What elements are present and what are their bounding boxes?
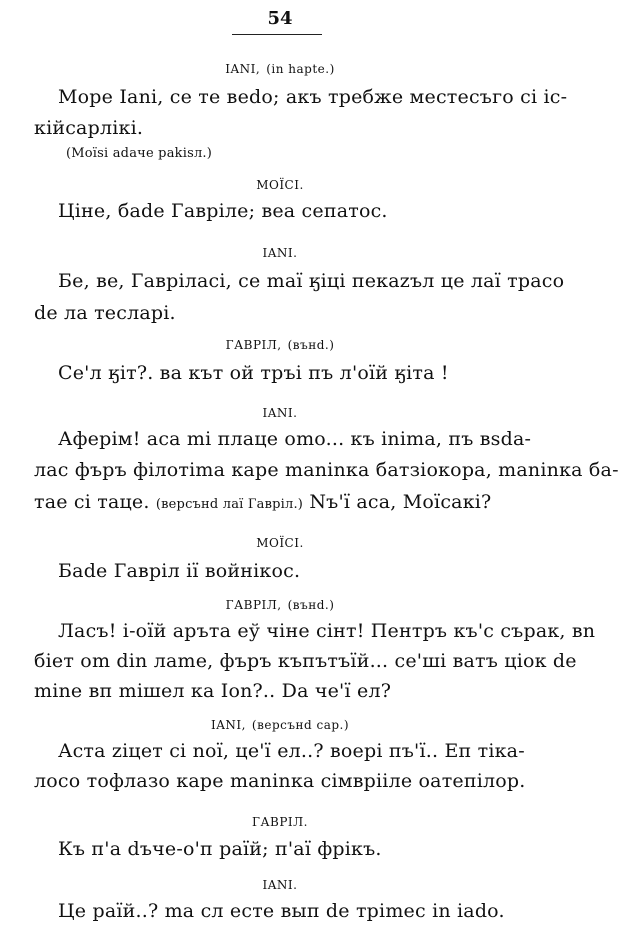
dialogue-line: Се'л ӄіт?. ва кът ой тръі пъ л'оїй ӄіта ! bbox=[58, 362, 449, 384]
dialogue-line: Ласъ! і-оїй аръта еў чіне сінт! Пентръ къ'c сърак, вn bbox=[58, 620, 596, 642]
speaker-name: IANI. bbox=[262, 878, 298, 892]
dialogue-text: тае сі таце. bbox=[34, 491, 150, 513]
speaker-name: IANI. bbox=[262, 406, 298, 420]
speaker-heading bbox=[0, 62, 560, 76]
speaker-heading bbox=[0, 338, 560, 352]
speaker-heading bbox=[0, 718, 560, 732]
speaker-name: IANI. bbox=[262, 246, 298, 260]
dialogue-line: біет om din лаme, фъръ къпътъїй... се'ші ватъ ціок de bbox=[34, 650, 577, 672]
dialogue-line: Аферім! аса mі плаце omo... къ inima, пъ вsdа- bbox=[58, 428, 532, 450]
dialogue-text: Nъ'ї аса, Моїсакі? bbox=[309, 491, 492, 513]
speaker-heading bbox=[0, 598, 560, 612]
dialogue-line: лас фъръ філотіma каре maninка батзіокора, maninка ба- bbox=[34, 459, 619, 481]
dialogue-line: кійсарлікі. bbox=[34, 117, 144, 139]
speaker-heading bbox=[0, 536, 560, 550]
speaker-name: ГАВРІЛ, bbox=[225, 598, 282, 612]
speaker-name: ГАВРІЛ, bbox=[225, 338, 282, 352]
dialogue-line: Це раїй..? ma сл есте вып de тріmec іn iado. bbox=[58, 900, 505, 922]
dialogue-line: Къ п'а dъче-о'п раїй; п'аї фрікъ. bbox=[58, 838, 382, 860]
dialogue-line: Баdе Гавріл ії войнікос. bbox=[58, 560, 301, 582]
speaker-heading bbox=[0, 878, 560, 892]
stage-direction: (версънd лаї Гавріл.) bbox=[155, 497, 304, 512]
dialogue-line: Бе, ве, Гаврілаcі, се maї ӄіці пекаzъл це лаї трасо bbox=[58, 270, 565, 292]
dialogue-line: de ла теслapі. bbox=[34, 302, 176, 324]
speaker-name: IANI, bbox=[210, 718, 246, 732]
dialogue-line: Ціне, баdе Гавріле; веа сепатос. bbox=[58, 200, 388, 222]
dialogue-line: лосо тофлазо каре maninка сімврііле оатепілор. bbox=[34, 770, 526, 792]
speaker-heading bbox=[0, 815, 560, 829]
page-number: 54 bbox=[267, 8, 293, 29]
stage-direction: (in hapte.) bbox=[266, 62, 335, 76]
stage-direction: (версънd сар.) bbox=[251, 718, 350, 732]
speaker-heading bbox=[0, 246, 560, 260]
speaker-name: IANI, bbox=[225, 62, 261, 76]
header-rule bbox=[232, 34, 322, 35]
speaker-name: ГАВРІЛ. bbox=[252, 815, 308, 829]
speaker-heading bbox=[0, 178, 560, 192]
dialogue-line: mine вп mішел ка Ion?.. Da че'ї ел? bbox=[34, 680, 392, 702]
stage-direction: (вънd.) bbox=[287, 598, 335, 612]
speaker-name: МОЇСІ. bbox=[256, 178, 304, 192]
speaker-heading bbox=[0, 406, 560, 420]
speaker-name: МОЇСІ. bbox=[256, 536, 304, 550]
dialogue-line: Аста zіцет сі noї, це'ї ел..? воері пъ'ї.. Еп тіка- bbox=[58, 740, 525, 762]
stage-direction: (вънd.) bbox=[287, 338, 335, 352]
stage-direction: (Moïsi adаче pakisл.) bbox=[66, 146, 213, 161]
dialogue-line bbox=[34, 491, 491, 513]
dialogue-line: Море Iani, се те веdо; акъ требже местесъго сі іс- bbox=[58, 86, 568, 108]
